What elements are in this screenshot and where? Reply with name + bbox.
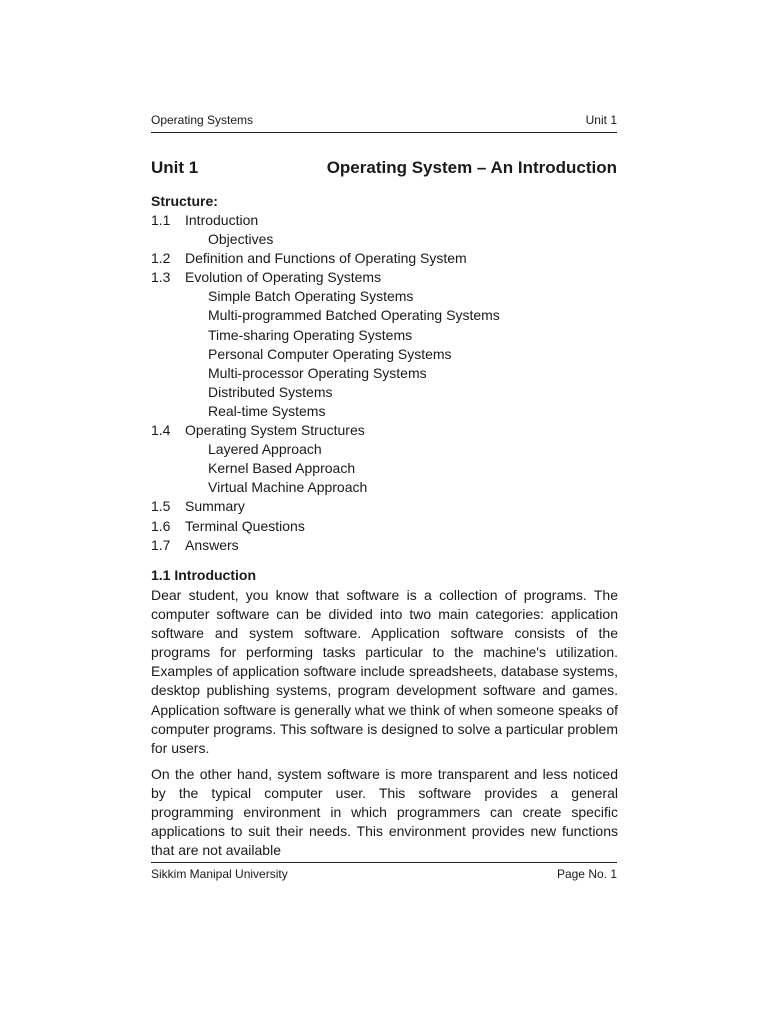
structure-item (151, 459, 621, 478)
structure-item-text: Summary (185, 498, 245, 515)
running-header (151, 112, 617, 133)
structure-item-text: Operating System Structures (185, 422, 365, 439)
structure-item-number: 1.1 (151, 212, 171, 228)
structure-item-text: Kernel Based Approach (208, 460, 356, 477)
structure-item-number: 1.6 (151, 517, 171, 534)
structure-item-text: Multi-processor Operating Systems (208, 364, 427, 381)
structure-item-text: Layered Approach (208, 441, 322, 458)
structure-item-text: Definition and Functions of Operating System (185, 250, 467, 267)
structure-item-text: Terminal Questions (185, 517, 305, 534)
unit-title-heading: Operating System – An Introduction (326, 158, 617, 177)
structure-item-number: 1.2 (151, 250, 171, 267)
structure-item-text: Multi-programmed Batched Operating Systems (208, 307, 500, 324)
structure-item (151, 497, 621, 516)
structure-item (151, 478, 621, 497)
structure-item-number: 1.7 (151, 536, 171, 553)
structure-item (151, 268, 621, 287)
section-heading: 1.1 Introduction (151, 567, 256, 583)
structure-item-number: 1.3 (151, 269, 171, 286)
structure-item-text: Virtual Machine Approach (208, 479, 368, 496)
structure-item (151, 517, 621, 536)
structure-item (151, 383, 621, 402)
unit-number-heading: Unit 1 (151, 158, 199, 177)
structure-item-text: Objectives (208, 231, 274, 248)
structure-item-text: Evolution of Operating Systems (185, 269, 382, 286)
structure-item (151, 364, 621, 383)
structure-item (151, 230, 621, 249)
structure-item (151, 211, 621, 230)
structure-list (151, 211, 621, 555)
structure-item-text: Personal Computer Operating Systems (208, 345, 452, 362)
structure-item-text: Simple Batch Operating Systems (208, 288, 414, 305)
structure-item-number: 1.4 (151, 422, 171, 439)
structure-item-text: Real-time Systems (208, 402, 326, 419)
footer-university: Sikkim Manipal University (151, 867, 288, 881)
structure-label: Structure: (151, 193, 218, 209)
structure-item (151, 402, 621, 421)
structure-item-number: 1.5 (151, 498, 171, 515)
structure-item (151, 345, 621, 364)
footer-page-number: Page No. 1 (556, 867, 617, 881)
header-book-title: Operating Systems (151, 113, 254, 127)
structure-item (151, 440, 621, 459)
structure-item-text: Distributed Systems (208, 383, 333, 400)
structure-item (151, 306, 621, 325)
header-unit-label: Unit 1 (585, 113, 617, 127)
structure-item-text: Time-sharing Operating Systems (208, 326, 413, 343)
structure-item (151, 249, 621, 268)
structure-item (151, 421, 621, 440)
body-paragraph-2: On the other hand, system software is more transparent and less noticed by the typical computer user. This software provides a general programming environment in which programmers can create specific applications to suit their needs. This environment provides new functions that are not available (151, 766, 618, 859)
running-footer (151, 862, 617, 881)
structure-item (151, 326, 621, 345)
structure-item (151, 287, 621, 306)
structure-item-text: Answers (185, 536, 239, 553)
structure-item (151, 536, 621, 555)
structure-item-text: Introduction (185, 212, 259, 228)
body-paragraph-1: Dear student, you know that software is a collection of programs. The computer software can be divided into two main categories: application software and system software. Application software consists of the programs for performing tasks particular to the machine's utilization. Examples of application software include spreadsheets, database systems, desktop publishing systems, program development software and games. Application software is generally what we think of when someone speaks of computer programs. This software is designed to solve a particular problem for users. (151, 587, 618, 756)
